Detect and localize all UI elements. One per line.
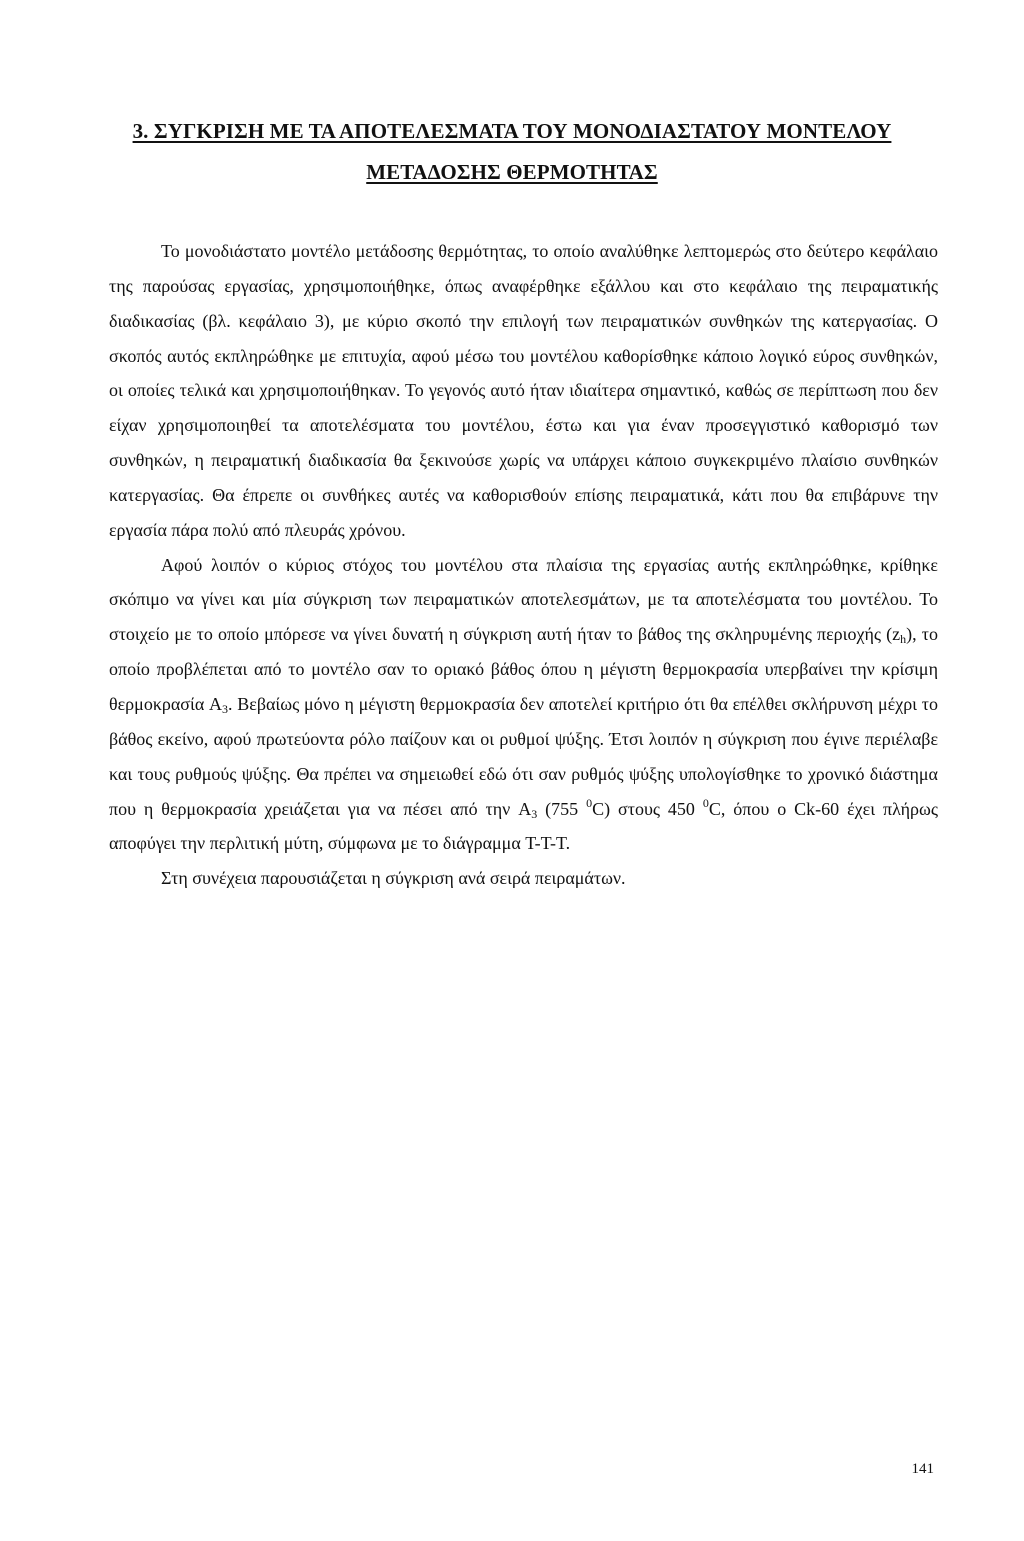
section-heading-line-1: 3. ΣΥΓΚΡΙΣΗ ΜΕ ΤΑ ΑΠΟΤΕΛΕΣΜΑΤΑ ΤΟΥ ΜΟΝΟΔΙΑΣΤΑΤΟΥ ΜΟΝΤΕΛΟΥ xyxy=(132,119,892,143)
body-text xyxy=(109,234,938,896)
degree-superscript-1: 0 xyxy=(586,795,593,810)
degree-superscript-2: 0 xyxy=(702,795,709,810)
paragraph-2-text-6: C, όπου ο Ck-60 έχει πλήρως αποφύγει την περλιτική μύτη, σύμφωνα με το διάγραμμα T-T-T. xyxy=(109,798,939,854)
paragraph-2-text-3: . Βεβαίως μόνο η μέγιστη θερμοκρασία δεν αποτελεί κριτήριο ότι θα επέλθει σκλήρυνση μέχρι το βάθος εκείνο, αφού πρωτεύοντα ρόλο παίζουν και οι ρυθμοί ψύξης. Έτσι λοιπόν η σύγκριση που έγινε περιέλαβε και τους ρυθμούς ψύξης. Θα πρέπει να σημειωθεί εδώ ότι σαν ρυθμός ψύξης υπολογίσθηκε το χρονικό διάστημα που η θερμοκρασία χρειάζεται για να πέσει από την A xyxy=(109,693,938,819)
paragraph-3: Στη συνέχεια παρουσιάζεται η σύγκριση ανά σειρά πειραμάτων. xyxy=(161,868,626,889)
zh-subscript: h xyxy=(900,632,907,647)
a3-subscript-2: 3 xyxy=(531,806,538,821)
a3-subscript: 3 xyxy=(222,701,229,716)
paragraph-2 xyxy=(109,548,938,862)
paragraph-2-text-1: Αφού λοιπόν ο κύριος στόχος του μοντέλου στα πλαίσια της εργασίας αυτής εκπληρώθηκε, κρίθηκε σκόπιμο να γίνει και μία σύγκριση των πειραματικών αποτελεσμάτων, με τα αποτελέσματα του μοντέλου. Το στοιχείο με το οποίο μπόρεσε να γίνει δυνατή η σύγκριση αυτή ήταν το βάθος της σκληρυμένης περιοχής (z xyxy=(109,554,938,645)
paragraph-1: Το μονοδιάστατο μοντέλο μετάδοσης θερμότητας, το οποίο αναλύθηκε λεπτομερώς στο δεύτερο κεφάλαιο της παρούσας εργασίας, χρησιμοποιήθηκε, όπως αναφέρθηκε εξάλλου και στο κεφάλαιο της πειραματικής διαδικασίας (βλ. κεφάλαιο 3), με κύριο σκοπό την επιλογή των πειραματικών συνθηκών της κατεργασίας. Ο σκοπός αυτός εκπληρώθηκε με επιτυχία, αφού μέσω του μοντέλου καθορίσθηκε κάποιο λογικό εύρος συνθηκών, οι οποίες τελικά και χρησιμοποιήθηκαν. Το γεγονός αυτό ήταν ιδιαίτερα σημαντικό, καθώς σε περίπτωση που δεν είχαν χρησιμοποιηθεί τα αποτελέσματα του μοντέλου, έστω και για έναν προσεγγιστικό καθορισμό των συνθηκών, η πειραματική διαδικασία θα ξεκινούσε χωρίς να υπάρχει κάποιο συγκεκριμένο πλαίσιο συνθηκών κατεργασίας. Θα έπρεπε οι συνθήκες αυτές να καθορισθούν επίσης πειραματικά, κάτι που θα επιβάρυνε την εργασία πάρα πολύ από πλευράς χρόνου. xyxy=(109,241,938,540)
paragraph-2-text-4: (755 xyxy=(537,798,587,819)
section-heading-line-2: ΜΕΤΑΔΟΣΗΣ ΘΕΡΜΟΤΗΤΑΣ xyxy=(366,160,658,184)
page-number: 141 xyxy=(911,1461,934,1477)
paragraph-2-text-5: C) στους 450 xyxy=(592,798,703,819)
paragraph-2-text-2: ), το οποίο προβλέπεται από το μοντέλο σαν το οριακό βάθος όπου η μέγιστη θερμοκρασία υπερβαίνει την κρίσιμη θερμοκρασία A xyxy=(109,624,938,714)
